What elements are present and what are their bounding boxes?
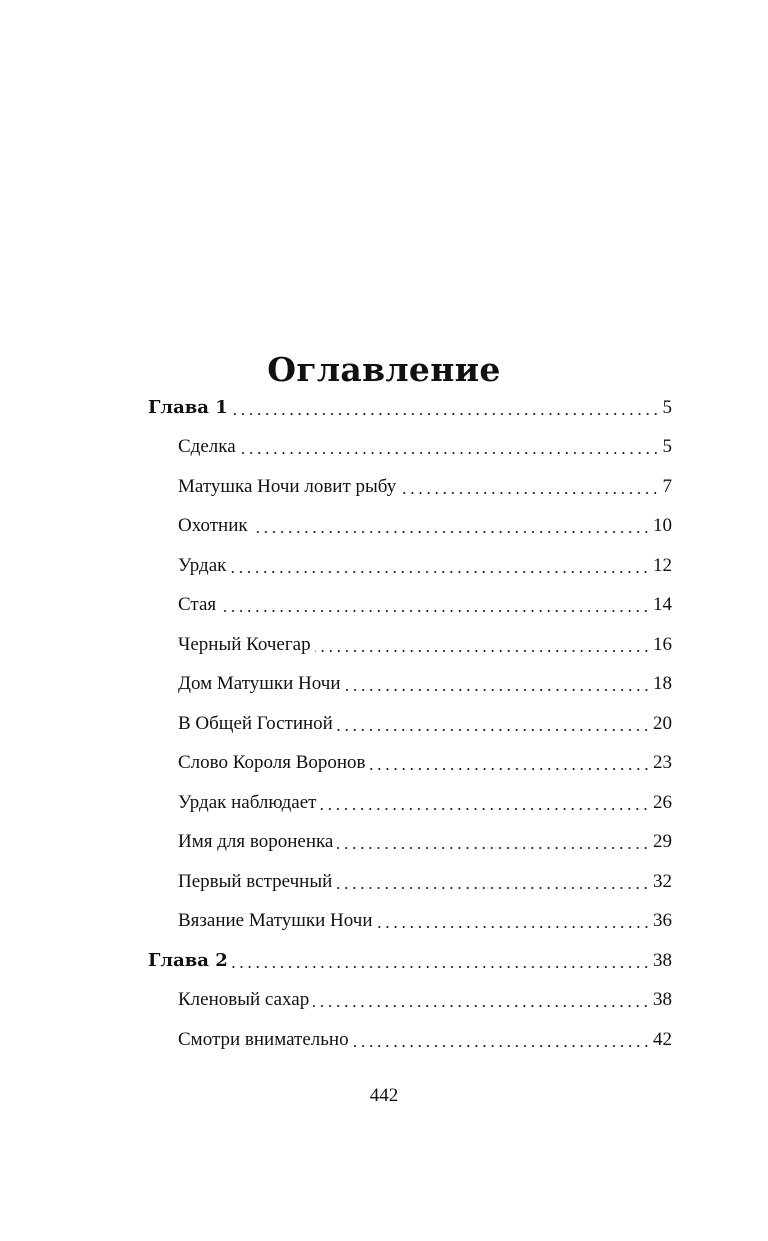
toc-entry-label: Первый встречный [178, 870, 333, 892]
toc-entry-page-number: 12 [653, 554, 672, 576]
dot-leader [313, 1005, 650, 1007]
toc-section-entry [148, 665, 672, 705]
dot-leader [232, 966, 650, 968]
dot-leader [337, 729, 650, 731]
dot-leader [400, 492, 659, 494]
toc-entry-page-number: 26 [653, 791, 672, 813]
toc-entry-label: Кленовый сахар [178, 989, 310, 1011]
toc-entry-label: Имя для вороненка [178, 831, 334, 853]
dot-leader [345, 689, 651, 691]
toc-entry-page-number: 42 [653, 1028, 672, 1050]
dot-leader [370, 768, 650, 770]
toc-entry-label: Урдак наблюдает [178, 791, 317, 813]
toc-section-entry [148, 704, 672, 744]
toc-entry-page-number: 18 [653, 673, 672, 695]
toc-section-entry [148, 823, 672, 863]
toc-section-entry [148, 428, 672, 468]
toc-entry-page-number: 36 [653, 910, 672, 932]
toc-entry-label: Дом Матушки Ночи [178, 673, 341, 695]
dot-leader [336, 887, 650, 889]
toc-entry-page-number: 32 [653, 870, 672, 892]
dot-leader [320, 808, 650, 810]
toc-entry-page-number: 38 [653, 989, 672, 1011]
toc-entry-label: В Общей Гостиной [178, 712, 333, 734]
dot-leader [252, 531, 650, 533]
toc-section-entry [148, 586, 672, 626]
toc-entry-page-number: 5 [662, 436, 672, 458]
toc-chapter-entry [148, 941, 672, 981]
toc-entry-page-number: 14 [653, 594, 672, 616]
toc-entry-label: Глава 2 [148, 950, 228, 972]
toc-section-entry [148, 862, 672, 902]
toc-entry-page-number: 20 [653, 712, 672, 734]
toc-entry-label: Охотник [178, 515, 248, 537]
toc-entry-label: Смотри внимательно [178, 1028, 349, 1050]
toc-section-entry [148, 546, 672, 586]
toc-entry-label: Матушка Ночи ловит рыбу [178, 475, 397, 497]
toc-entry-label: Вязание Матушки Ночи [178, 910, 373, 932]
dot-leader [315, 650, 650, 652]
toc-entry-label: Слово Короля Воронов [178, 752, 366, 774]
toc-entry-label: Стая [178, 594, 217, 616]
table-of-contents [148, 388, 672, 1060]
toc-entry-page-number: 16 [653, 633, 672, 655]
toc-section-entry [148, 902, 672, 942]
dot-leader [353, 1045, 650, 1047]
toc-entry-page-number: 23 [653, 752, 672, 774]
toc-entry-label: Глава 1 [148, 397, 228, 419]
toc-section-entry [148, 783, 672, 823]
toc-section-entry [148, 625, 672, 665]
toc-section-entry [148, 507, 672, 547]
toc-section-entry [148, 467, 672, 507]
dot-leader [240, 452, 660, 454]
toc-chapter-entry [148, 388, 672, 428]
toc-entry-page-number: 7 [662, 475, 672, 497]
toc-section-entry [148, 744, 672, 784]
toc-entry-page-number: 29 [653, 831, 672, 853]
toc-entry-page-number: 10 [653, 515, 672, 537]
toc-entry-label: Урдак [178, 554, 227, 576]
dot-leader [232, 413, 660, 415]
dot-leader [337, 847, 650, 849]
dot-leader [377, 926, 651, 928]
dot-leader [230, 571, 650, 573]
toc-entry-page-number: 5 [662, 396, 672, 418]
toc-entry-label: Сделка [178, 436, 236, 458]
dot-leader [220, 610, 650, 612]
toc-section-entry [148, 1020, 672, 1060]
toc-section-entry [148, 981, 672, 1021]
toc-entry-label: Черный Кочегар [178, 633, 311, 655]
toc-entry-page-number: 38 [653, 949, 672, 971]
page-title: Оглавление [267, 350, 501, 390]
page-number: 442 [369, 1085, 399, 1106]
